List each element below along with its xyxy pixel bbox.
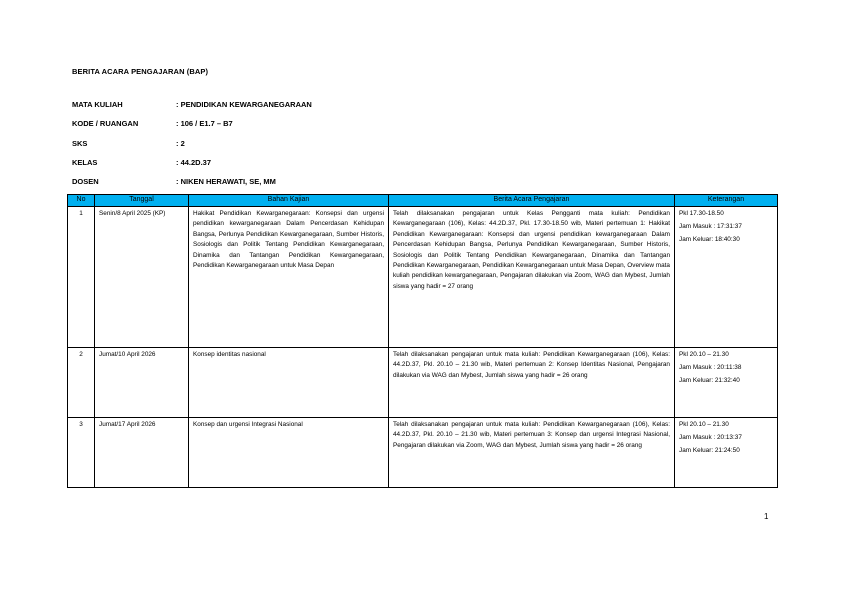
- course-info: [72, 100, 312, 196]
- cell-bahan-kajian: Konsep dan urgensi Integrasi Nasional: [189, 418, 389, 488]
- cell-bahan-kajian: Hakikat Pendidikan Kewarganegaraan: Konsepsi dan urgensi pendidikan kewarganegaraan Dalam Pencerdasan Kehidupan Bangsa, Perlunya Pendidikan Kewarganegaraan, Sumber Historis, Sosiologis dan Politik Tentang Pendidikan Kewarganegaraan, Dinamika dan Tantangan Pendidikan Kewarganegaraan, Pendidikan Kewarganegaraan untuk Masa Depan: [189, 207, 389, 348]
- ket-jam-masuk: Jam Masuk : 20:11:38: [679, 363, 742, 371]
- meta-value: : 2: [176, 138, 185, 148]
- header-keterangan: Keterangan: [675, 195, 778, 207]
- cell-bahan-kajian: Konsep identitas nasional: [189, 348, 389, 418]
- ket-jam-keluar: Jam Keluar: 18:40:30: [679, 235, 740, 243]
- ket-jam-keluar: Jam Keluar: 21:32:40: [679, 376, 740, 384]
- header-bahan-kajian: Bahan Kajian: [189, 195, 389, 207]
- table-row: [68, 348, 778, 418]
- meta-label: MATA KULIAH: [72, 100, 123, 109]
- ket-pukul: Pkl 20.10 – 21.30: [679, 421, 729, 428]
- meta-value: : PENDIDIKAN KEWARGANEGARAAN: [176, 100, 312, 109]
- cell-no: 3: [68, 418, 95, 488]
- page-number: 1: [764, 512, 769, 521]
- cell-keterangan: [675, 418, 778, 488]
- document-title: BERITA ACARA PENGAJARAN (BAP): [72, 67, 209, 76]
- cell-keterangan: [675, 348, 778, 418]
- meta-value: : 106 / E1.7 – B7: [176, 119, 233, 129]
- meta-label: SKS: [72, 138, 88, 148]
- cell-berita-acara: Telah dilaksanakan pengajaran untuk mata kuliah: Pendidikan Kewarganegaraan (106), Kelas: 44.2D.37, Pkl. 20.10 – 21.30 wib, Materi pertemuan 2: Konsep Identitas Nasional, Pengajaran dilakukan via WAG dan Mybest, Jumlah siswa yang hadir = 26 orang: [389, 348, 675, 418]
- header-no: No: [68, 195, 95, 207]
- cell-berita-acara: Telah dilaksanakan pengajaran untuk Kelas Pengganti mata kuliah: Pendidikan Kewarganegaraan (106), Kelas: 44.2D.37, Pkl. 17.30-18.50 wib, Materi pertemuan 1: Hakikat Pendidikan Kewarganegaraan: Konsepsi dan urgensi pendidikan kewarganegaraan Dalam Pencerdasan Kehidupan Bangsa, Perlunya Pendidikan Kewarganegaraan, Sumber Historis, Sosiologis dan Politik Tentang Pendidikan Kewarganegaraan, Dinamika dan Tantangan Pendidikan Kewarganegaraan, Pendidikan Kewarganegaraan untuk Masa Depan, Overview mata kuliah pendidikan kewarganegaraan, Pengajaran dilakukan via Zoom, WAG dan Mybest, Jumlah siswa yang hadir = 27 orang: [389, 207, 675, 348]
- header-berita-acara: Berita Acara Pengajaran: [389, 195, 675, 207]
- ket-jam-masuk: Jam Masuk : 17:31:37: [679, 222, 742, 230]
- ket-jam-masuk: Jam Masuk : 20:13:37: [679, 433, 742, 441]
- cell-keterangan: [675, 207, 778, 348]
- meta-row-kelas: [72, 158, 312, 177]
- teaching-record-table: [67, 194, 778, 488]
- meta-row-mata-kuliah: [72, 100, 312, 119]
- cell-no: 2: [68, 348, 95, 418]
- meta-row-sks: [72, 139, 312, 158]
- cell-tanggal: Senin/8 April 2025 (KP): [95, 207, 189, 348]
- meta-value: : NIKEN HERAWATI, SE, MM: [176, 177, 276, 187]
- ket-pukul: Pkl 17.30-18.50: [679, 210, 724, 217]
- ket-jam-keluar: Jam Keluar: 21:24:50: [679, 446, 740, 454]
- cell-tanggal: Jumat/17 April 2026: [95, 418, 189, 488]
- table-row: [68, 207, 778, 348]
- meta-label: KELAS: [72, 157, 98, 167]
- meta-value: : 44.2D.37: [176, 157, 212, 167]
- cell-no: 1: [68, 207, 95, 348]
- meta-label: KODE / RUANGAN: [72, 119, 139, 129]
- meta-label: DOSEN: [72, 177, 99, 187]
- meta-row-kode-ruangan: [72, 119, 312, 138]
- ket-pukul: Pkl 20.10 – 21.30: [679, 351, 729, 358]
- header-tanggal: Tanggal: [95, 195, 189, 207]
- table-row: [68, 418, 778, 488]
- table-header-row: [68, 195, 778, 207]
- cell-tanggal: Jumat/10 April 2026: [95, 348, 189, 418]
- cell-berita-acara: Telah dilaksanakan pengajaran untuk mata kuliah: Pendidikan Kewarganegaraan (106), Kelas: 44.2D.37, Pkl. 20.10 – 21.30 wib, Materi pertemuan 3: Konsep dan urgensi Integrasi Nasional, Pengajaran dilakukan via Zoom, WAG dan Mybest, Jumlah siswa yang hadir = 26 orang: [389, 418, 675, 488]
